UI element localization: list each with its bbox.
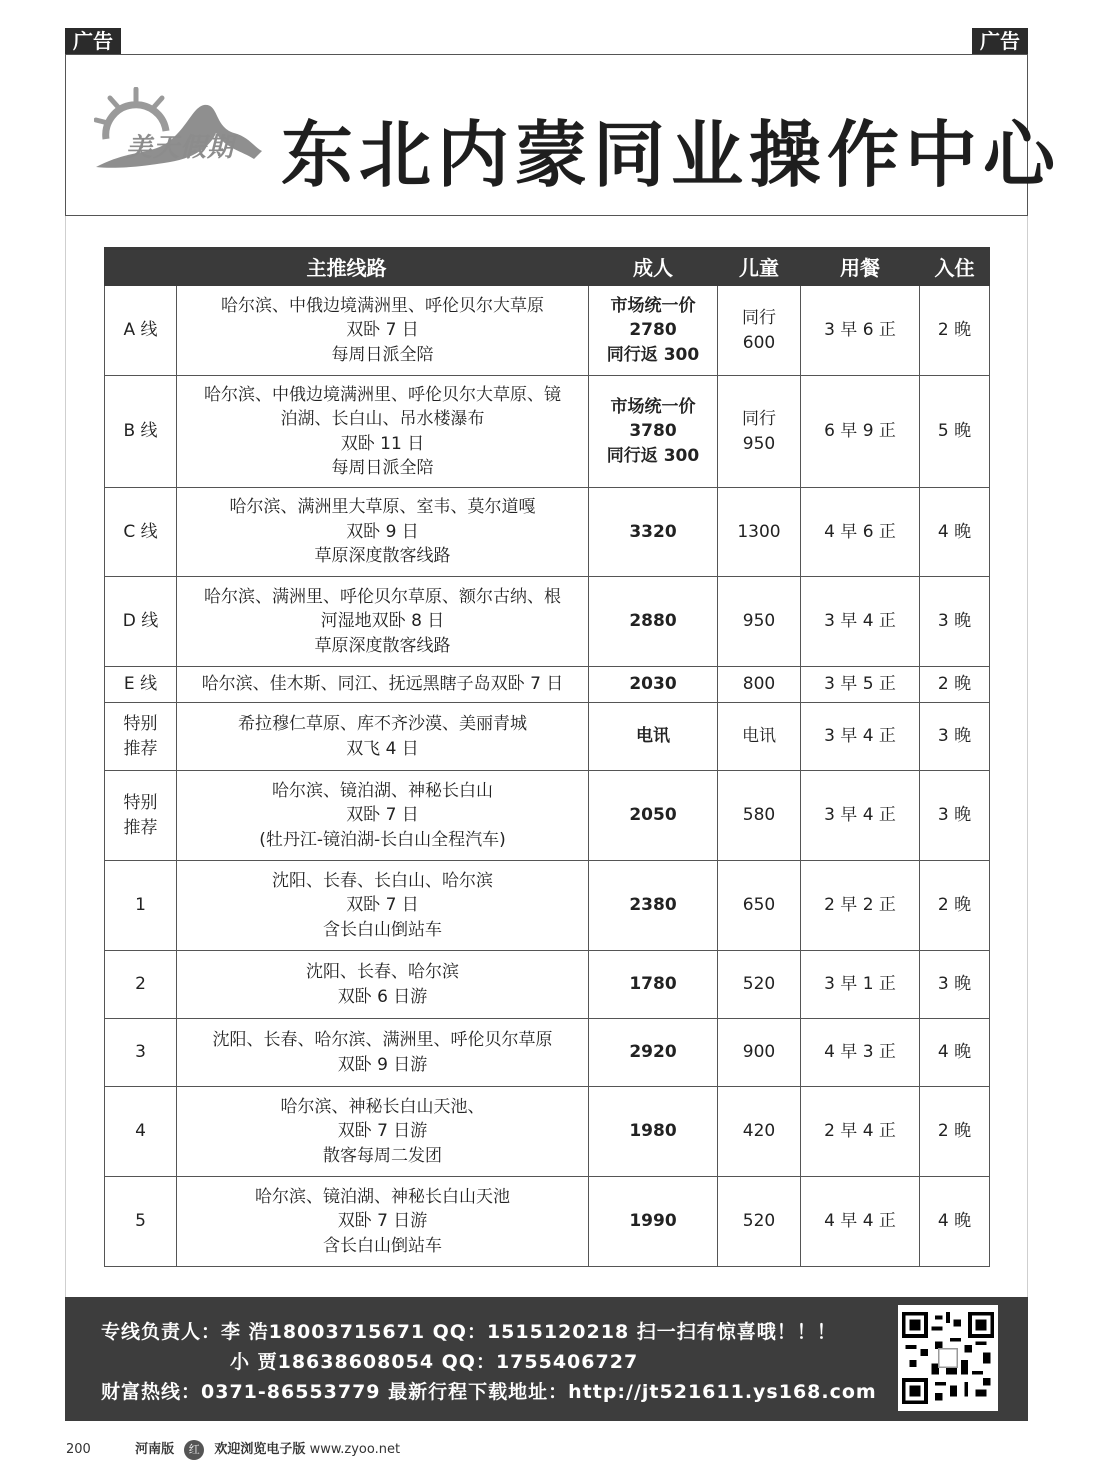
- route-code-line: 1: [135, 895, 146, 916]
- adult-price-cell: [589, 1177, 718, 1267]
- route-code-cell: [105, 1177, 177, 1267]
- route-code-line: 特别: [123, 793, 158, 813]
- route-desc-cell: [177, 1177, 589, 1267]
- route-code-cell: [105, 951, 177, 1019]
- seal-icon: 红: [184, 1440, 204, 1460]
- route-code-cell: [105, 667, 177, 703]
- route-desc-line: 每周日派全陪: [331, 344, 434, 365]
- route-desc-cell: [177, 1019, 589, 1087]
- stay-cell: 2 晚: [920, 667, 990, 703]
- adult-price-cell: [589, 951, 718, 1019]
- stay-cell: 3 晚: [920, 577, 990, 667]
- meal-cell: 3 早 1 正: [801, 951, 920, 1019]
- adult-price-line: 1980: [629, 1121, 677, 1142]
- meal-cell: 4 早 4 正: [801, 1177, 920, 1267]
- route-code-cell: [105, 488, 177, 577]
- stay-cell: 2 晚: [920, 286, 990, 376]
- header-route: 主推线路: [105, 248, 589, 286]
- page-number: 200: [66, 1442, 91, 1457]
- child-price-cell: [718, 703, 801, 771]
- route-desc-line: 双卧 7 日: [346, 895, 419, 916]
- adult-price-cell: [589, 1019, 718, 1087]
- stay-cell: 4 晚: [920, 1177, 990, 1267]
- route-desc-cell: [177, 771, 589, 861]
- meal-cell: 3 早 4 正: [801, 577, 920, 667]
- route-desc-line: 含长白山倒站车: [323, 919, 442, 940]
- child-price-line: 420: [742, 1121, 776, 1142]
- route-code-line: 推荐: [123, 817, 158, 838]
- table-row: [105, 703, 990, 771]
- child-price-line: 同行: [742, 308, 776, 328]
- route-code-line: E 线: [123, 674, 158, 695]
- route-desc-line: 双卧 7 日游: [337, 1121, 428, 1142]
- child-price-cell: [718, 1087, 801, 1177]
- adult-price-cell: [589, 488, 718, 577]
- route-desc-cell: [177, 1087, 589, 1177]
- meal-cell: 2 早 2 正: [801, 861, 920, 951]
- route-desc-line: 双卧 9 日: [346, 521, 419, 542]
- adult-price-line: 市场统一价: [610, 295, 696, 316]
- contact-footer: [65, 1297, 1028, 1421]
- child-price-line: 950: [742, 611, 776, 632]
- route-desc-line: 双卧 7 日: [346, 320, 419, 341]
- stay-cell: 2 晚: [920, 861, 990, 951]
- route-desc-line: 哈尔滨、满洲里、呼伦贝尔草原、额尔古纳、根: [204, 586, 561, 607]
- route-desc-line: (牡丹江-镜泊湖-长白山全程汽车): [259, 829, 506, 850]
- stay-cell: 3 晚: [920, 771, 990, 861]
- qr-code-icon[interactable]: [898, 1305, 998, 1411]
- child-price-line: 520: [742, 1211, 776, 1232]
- ad-tag-left: 广告: [65, 28, 121, 54]
- route-desc-line: 沈阳、长春、哈尔滨、满洲里、呼伦贝尔草原: [212, 1030, 553, 1050]
- table-row: [105, 1019, 990, 1087]
- routes-table: [104, 247, 990, 1267]
- adult-price-line: 2380: [629, 895, 677, 916]
- route-code-cell: [105, 1087, 177, 1177]
- route-desc-cell: [177, 577, 589, 667]
- adult-price-line: 电讯: [636, 726, 670, 747]
- child-price-cell: [718, 771, 801, 861]
- table-row: [105, 1177, 990, 1267]
- route-code-cell: [105, 577, 177, 667]
- stay-cell: 3 晚: [920, 703, 990, 771]
- child-price-line: 650: [742, 895, 776, 916]
- left-border-line: [65, 54, 66, 1416]
- route-code-cell: [105, 376, 177, 488]
- route-desc-line: 沈阳、长春、长白山、哈尔滨: [272, 870, 493, 891]
- meal-cell: 4 早 6 正: [801, 488, 920, 577]
- adult-price-line: 1780: [629, 974, 677, 995]
- edition-label: 河南版: [135, 1442, 175, 1457]
- route-desc-line: 草原深度散客线路: [314, 546, 451, 567]
- route-code-line: 2: [135, 974, 146, 995]
- route-desc-cell: [177, 951, 589, 1019]
- adult-price-cell: [589, 376, 718, 488]
- stay-cell: 4 晚: [920, 488, 990, 577]
- meal-cell: 4 早 3 正: [801, 1019, 920, 1087]
- meal-cell: 3 早 4 正: [801, 703, 920, 771]
- route-desc-line: 哈尔滨、神秘长白山天池、: [280, 1096, 485, 1117]
- adult-price-cell: [589, 703, 718, 771]
- page-title: 东北内蒙同业操作中心: [281, 112, 1062, 197]
- contact-line-2: 小 贾18638608054 QQ：1755406727: [230, 1351, 639, 1373]
- route-desc-line: 每周日派全陪: [331, 458, 434, 478]
- adult-price-cell: [589, 286, 718, 376]
- route-code-cell: [105, 861, 177, 951]
- route-desc-cell: [177, 861, 589, 951]
- route-desc-line: 哈尔滨、镜泊湖、神秘长白山: [272, 780, 493, 801]
- child-price-cell: [718, 951, 801, 1019]
- route-desc-line: 双卧 7 日: [346, 805, 419, 826]
- route-desc-line: 含长白山倒站车: [323, 1235, 442, 1256]
- child-price-line: 电讯: [742, 726, 776, 747]
- header-stay: 入住: [920, 248, 990, 286]
- route-desc-line: 希拉穆仁草原、库不齐沙漠、美丽青城: [238, 714, 527, 734]
- child-price-cell: [718, 1177, 801, 1267]
- child-price-cell: [718, 577, 801, 667]
- table-row: [105, 577, 990, 667]
- adult-price-line: 市场统一价: [610, 396, 696, 417]
- adult-price-cell: [589, 1087, 718, 1177]
- child-price-cell: [718, 286, 801, 376]
- ad-tag-right: 广告: [972, 28, 1028, 54]
- stay-cell: 3 晚: [920, 951, 990, 1019]
- header-child: 儿童: [718, 248, 801, 286]
- table-row: [105, 771, 990, 861]
- adult-price-cell: [589, 771, 718, 861]
- adult-price-line: 1990: [629, 1211, 677, 1232]
- route-desc-line: 双卧 6 日游: [337, 986, 428, 1007]
- meal-cell: 2 早 4 正: [801, 1087, 920, 1177]
- route-code-line: 特别: [123, 714, 158, 734]
- route-desc-line: 河湿地双卧 8 日: [320, 611, 445, 632]
- route-desc-line: 哈尔滨、中俄边境满洲里、呼伦贝尔大草原、镜: [204, 384, 561, 405]
- child-price-line: 600: [742, 332, 776, 353]
- page-footer: [66, 1438, 400, 1460]
- adult-price-line: 3780: [629, 421, 677, 442]
- adult-price-cell: [589, 577, 718, 667]
- child-price-line: 580: [742, 805, 776, 826]
- route-desc-cell: [177, 376, 589, 488]
- route-code-cell: [105, 1019, 177, 1087]
- child-price-line: 同行: [742, 409, 776, 429]
- adult-price-line: 同行返 300: [606, 445, 700, 466]
- route-desc-line: 散客每周二发团: [323, 1145, 442, 1166]
- route-desc-line: 双卧 7 日游: [337, 1211, 428, 1232]
- route-desc-cell: [177, 703, 589, 771]
- child-price-line: 950: [742, 433, 776, 454]
- route-code-line: D 线: [122, 611, 159, 632]
- route-code-cell: [105, 286, 177, 376]
- adult-price-line: 2780: [629, 320, 677, 341]
- contact-line-3: 财富热线：0371-86553779 最新行程下载地址：http://jt521611.ys168.com: [101, 1381, 877, 1403]
- route-code-cell: [105, 703, 177, 771]
- adult-price-line: 2920: [629, 1042, 677, 1063]
- route-desc-line: 哈尔滨、满洲里大草原、室韦、莫尔道嘎: [229, 497, 536, 518]
- table-header-row: [105, 248, 990, 286]
- adult-price-line: 2050: [629, 805, 677, 826]
- child-price-cell: [718, 861, 801, 951]
- stay-cell: 5 晚: [920, 376, 990, 488]
- child-price-cell: [718, 1019, 801, 1087]
- meal-cell: 3 早 6 正: [801, 286, 920, 376]
- route-desc-cell: [177, 667, 589, 703]
- meal-cell: 3 早 4 正: [801, 771, 920, 861]
- table-row: [105, 861, 990, 951]
- contact-line-1: 专线负责人：李 浩18003715671 QQ：1515120218 扫一扫有惊喜哦！！！: [101, 1321, 837, 1343]
- route-code-line: A 线: [123, 320, 158, 341]
- route-desc-line: 哈尔滨、佳木斯、同江、抚远黑瞎子岛双卧 7 日: [201, 674, 564, 695]
- route-code-cell: [105, 771, 177, 861]
- table-row: [105, 286, 990, 376]
- route-desc-line: 哈尔滨、中俄边境满洲里、呼伦贝尔大草原: [221, 295, 544, 316]
- child-price-cell: [718, 376, 801, 488]
- table-row: [105, 667, 990, 703]
- route-code-line: 3: [135, 1042, 146, 1063]
- child-price-cell: [718, 667, 801, 703]
- child-price-line: 1300: [737, 521, 781, 542]
- header-adult: 成人: [589, 248, 718, 286]
- adult-price-line: 2030: [629, 674, 677, 695]
- route-code-line: 推荐: [123, 738, 158, 759]
- header-banner: [65, 54, 1062, 216]
- child-price-line: 800: [742, 674, 776, 695]
- child-price-line: 900: [742, 1042, 776, 1063]
- header-meal: 用餐: [801, 248, 920, 286]
- site-link[interactable]: www.zyoo.net: [309, 1442, 401, 1457]
- child-price-cell: [718, 488, 801, 577]
- right-border-line: [1027, 54, 1028, 1416]
- adult-price-cell: [589, 667, 718, 703]
- route-desc-line: 泊湖、长白山、吊水楼瀑布: [280, 409, 485, 429]
- meal-cell: 3 早 5 正: [801, 667, 920, 703]
- adult-price-line: 2880: [629, 611, 677, 632]
- table-row: [105, 951, 990, 1019]
- route-code-line: B 线: [123, 421, 158, 442]
- logo-text: 美天假期: [126, 133, 235, 163]
- adult-price-cell: [589, 861, 718, 951]
- meal-cell: 6 早 9 正: [801, 376, 920, 488]
- route-desc-line: 草原深度散客线路: [314, 635, 451, 656]
- child-price-line: 520: [742, 974, 776, 995]
- route-code-line: C 线: [123, 521, 158, 542]
- adult-price-line: 同行返 300: [606, 344, 700, 365]
- route-desc-cell: [177, 488, 589, 577]
- route-desc-cell: [177, 286, 589, 376]
- route-code-line: 5: [135, 1211, 146, 1232]
- welcome-text: 欢迎浏览电子版: [214, 1442, 306, 1457]
- adult-price-line: 3320: [629, 521, 677, 542]
- table-row: [105, 488, 990, 577]
- stay-cell: 2 晚: [920, 1087, 990, 1177]
- route-desc-line: 双卧 9 日游: [337, 1054, 428, 1075]
- table-row: [105, 1087, 990, 1177]
- stay-cell: 4 晚: [920, 1019, 990, 1087]
- route-desc-line: 双卧 11 日: [340, 433, 425, 454]
- route-desc-line: 哈尔滨、镜泊湖、神秘长白山天池: [255, 1186, 510, 1207]
- route-code-line: 4: [135, 1121, 146, 1142]
- route-desc-line: 沈阳、长春、哈尔滨: [306, 962, 459, 982]
- table-row: [105, 376, 990, 488]
- route-desc-line: 双飞 4 日: [346, 738, 419, 759]
